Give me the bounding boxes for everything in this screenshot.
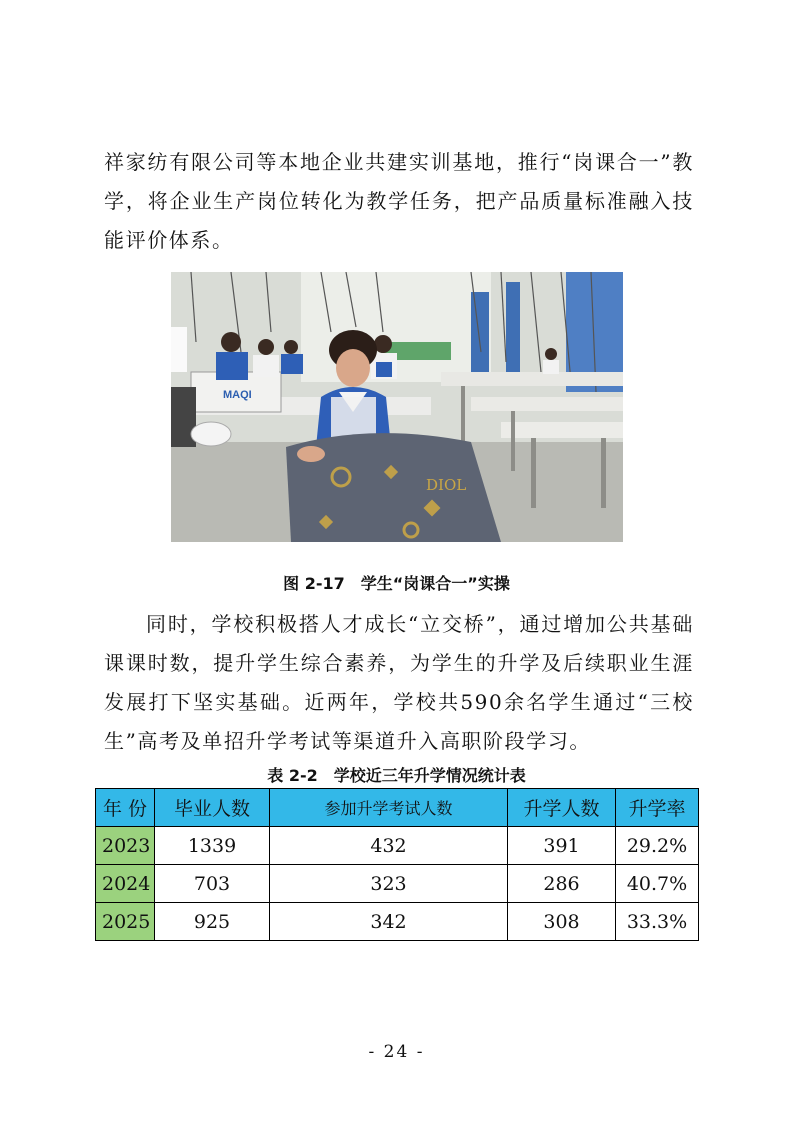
table-row — [96, 903, 699, 941]
header-graduates: 毕业人数 — [155, 789, 270, 827]
fabric-text: DIOL — [426, 476, 467, 494]
cell-admitted: 391 — [508, 827, 616, 865]
table-row — [96, 827, 699, 865]
enrollment-stats-table — [95, 788, 699, 941]
table-row — [96, 865, 699, 903]
header-rate: 升学率 — [616, 789, 699, 827]
cell-exam-takers: 342 — [270, 903, 508, 941]
cell-graduates: 703 — [155, 865, 270, 903]
paragraph-2: 同时，学校积极搭人才成长“立交桥”，通过增加公共基础课课时数，提升学生综合素养，为学生的升学及后续职业生涯发展打下坚实基础。近两年，学校共590余名学生通过“三校生”高考及单招升学考试等渠道升入高职阶段学习。 — [104, 612, 694, 753]
paragraph-1: 祥家纺有限公司等本地企业共建实训基地，推行“岗课合一”教学，将企业生产岗位转化为教学任务，把产品质量标准融入技能评价体系。 — [104, 150, 694, 252]
cell-graduates: 925 — [155, 903, 270, 941]
cell-year: 2023 — [96, 827, 155, 865]
page-number: - 24 - — [368, 1042, 425, 1062]
table-caption: 表 2-2 学校近三年升学情况统计表 — [267, 766, 526, 785]
cell-exam-takers: 323 — [270, 865, 508, 903]
table-header-row — [96, 789, 699, 827]
header-exam-takers: 参加升学考试人数 — [270, 789, 508, 827]
figure-caption: 图 2-17 学生“岗课合一”实操 — [283, 574, 510, 593]
cell-exam-takers: 432 — [270, 827, 508, 865]
cell-year: 2025 — [96, 903, 155, 941]
cell-graduates: 1339 — [155, 827, 270, 865]
cell-admitted: 308 — [508, 903, 616, 941]
machine-brand: MAQI — [223, 389, 252, 401]
header-admitted: 升学人数 — [508, 789, 616, 827]
cell-admitted: 286 — [508, 865, 616, 903]
cell-year: 2024 — [96, 865, 155, 903]
header-year: 年 份 — [96, 789, 155, 827]
cell-rate: 33.3% — [616, 903, 699, 941]
cell-rate: 40.7% — [616, 865, 699, 903]
workshop-photo — [171, 272, 623, 542]
cell-rate: 29.2% — [616, 827, 699, 865]
